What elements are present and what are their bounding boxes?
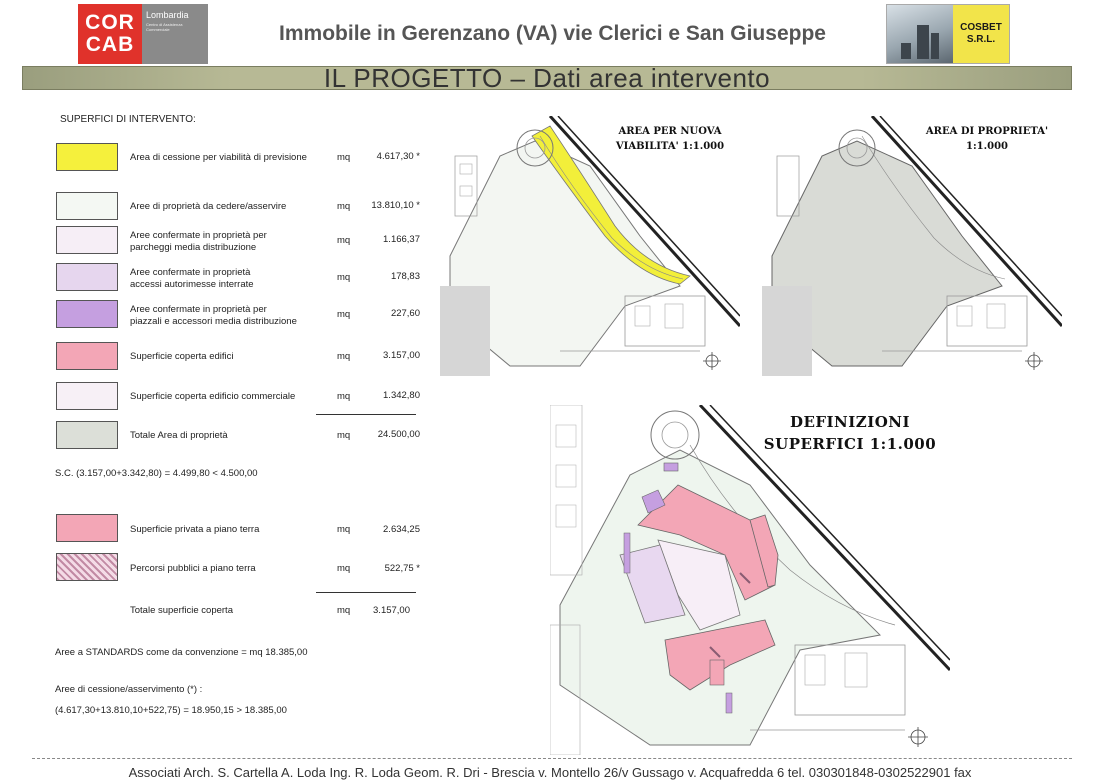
legend-unit: mq (337, 351, 351, 362)
legend-value: 1.342,80 (383, 390, 420, 401)
legend-swatch (56, 300, 118, 328)
cosbet-logo (886, 4, 1010, 64)
legend-swatch (56, 143, 118, 171)
corcab-logo-line2: CAB (85, 33, 135, 56)
legend-unit: mq (337, 391, 351, 402)
legend-label: Aree confermate in proprietà accessi autorimesse interrate (130, 267, 254, 290)
cosbet-logo-line1: COSBET (960, 22, 1002, 33)
section-banner (22, 63, 1072, 93)
corcab-logo-text (142, 4, 208, 64)
legend-label: Aree confermate in proprietà per piazzali e accessori media distribuzione (130, 304, 297, 327)
legend-unit: mq (337, 563, 351, 574)
cosbet-logo-photo (887, 5, 953, 63)
corcab-logo-sub: Lombardia (146, 10, 189, 20)
legend-unit: mq (337, 272, 351, 283)
legend-unit: mq (337, 152, 351, 163)
legend-swatch (56, 382, 118, 410)
legend-label: Percorsi pubblici a piano terra (130, 563, 256, 574)
legend-label: Totale Area di proprietà (130, 430, 228, 441)
legend-value: 2.634,25 (383, 524, 420, 535)
legend-value: 4.617,30 * (376, 151, 420, 162)
legend-unit: mq (337, 201, 351, 212)
cosbet-logo-text (953, 5, 1009, 63)
legend-value: 13.810,10 * (371, 200, 420, 211)
legend-label: Superficie coperta edifici (130, 351, 234, 362)
legend-swatch (56, 226, 118, 254)
legend-unit: mq (337, 235, 351, 246)
legend-value: 3.157,00 (383, 350, 420, 361)
legend-label: Aree di proprietà da cedere/asservire (130, 201, 287, 212)
plan-definizioni-superfici-label-2: SUPERFICI 1:1.000 (763, 435, 937, 453)
plan-definizioni-superfici-label (750, 411, 950, 455)
plan-nuova-viabilita-label-1: AREA PER NUOVA (618, 126, 722, 137)
total-rule-1 (316, 414, 416, 415)
cessione-heading: Aree di cessione/asservimento (*) : (55, 684, 203, 695)
plan-nuova-viabilita-label-2: VIABILITA' 1:1.000 (615, 141, 725, 152)
plan-definizioni-superfici-drawing (550, 405, 950, 755)
corcab-logo-small: Centro di Assistenza Commerciale (146, 22, 183, 32)
cosbet-logo-line2: S.R.L. (966, 34, 996, 45)
legend-label: Superficie privata a piano terra (130, 524, 260, 535)
legend-heading: SUPERFICI DI INTERVENTO: (60, 114, 196, 125)
document-title: Immobile in Gerenzano (VA) vie Clerici e San Giuseppe (279, 22, 826, 45)
plan-definizioni-superfici (550, 405, 950, 755)
legend-total-value: 3.157,00 (373, 605, 410, 616)
legend-swatch (56, 421, 118, 449)
legend-label: Aree confermate in proprietà per parcheggi media distribuzione (130, 230, 267, 253)
plan-area-proprieta-drawing (762, 116, 1062, 376)
legend-unit: mq (337, 524, 351, 535)
section-banner-title: IL PROGETTO – Dati area intervento (323, 63, 771, 93)
plan-area-proprieta-label (912, 124, 1062, 154)
footer-credits: Associati Arch. S. Cartella A. Loda Ing. R. Loda Geom. R. Dri - Brescia v. Montello 26/v Gussago v. Acquafredda 6 tel. 030301848-0302522901 fax (128, 765, 972, 780)
plan-definizioni-superfici-label-1: DEFINIZIONI (789, 413, 911, 431)
plan-nuova-viabilita-label (600, 124, 740, 154)
plan-nuova-viabilita-drawing (440, 116, 740, 376)
cessione-formula: (4.617,30+13.810,10+522,75) = 18.950,15 > 18.385,00 (55, 705, 287, 716)
legend-value: 1.166,37 (383, 234, 420, 245)
legend-swatch (56, 342, 118, 370)
legend-label: Superficie coperta edificio commerciale (130, 391, 296, 402)
legend-swatch (56, 514, 118, 542)
footer-divider (32, 758, 1072, 759)
sc-formula: S.C. (3.157,00+3.342,80) = 4.499,80 < 4.500,00 (55, 468, 258, 479)
legend-total-unit: mq (337, 605, 351, 616)
total-rule-2 (316, 592, 416, 593)
legend-swatch (56, 263, 118, 291)
legend-value: 178,83 (390, 271, 420, 282)
corcab-logo (78, 4, 208, 64)
legend-total-label: Totale superficie coperta (130, 605, 233, 616)
legend-value: 522,75 * (384, 563, 420, 574)
legend-unit: mq (337, 430, 351, 441)
legend-value: 227,60 (390, 308, 420, 319)
plan-area-proprieta (762, 116, 1062, 376)
legend-swatch (56, 553, 118, 581)
plan-area-proprieta-label-2: 1:1.000 (966, 141, 1008, 152)
corcab-logo-line1: COR (85, 11, 135, 34)
legend-label: Area di cessione per viabilità di previsione (130, 152, 307, 163)
plan-nuova-viabilita (440, 116, 740, 376)
corcab-logo-mark (78, 4, 142, 64)
legend-swatch (56, 192, 118, 220)
plan-area-proprieta-label-1: AREA DI PROPRIETA' (925, 126, 1049, 137)
standards-note: Aree a STANDARDS come da convenzione = mq 18.385,00 (55, 647, 308, 658)
legend-value: 24.500,00 (377, 429, 420, 440)
legend-unit: mq (337, 309, 351, 320)
